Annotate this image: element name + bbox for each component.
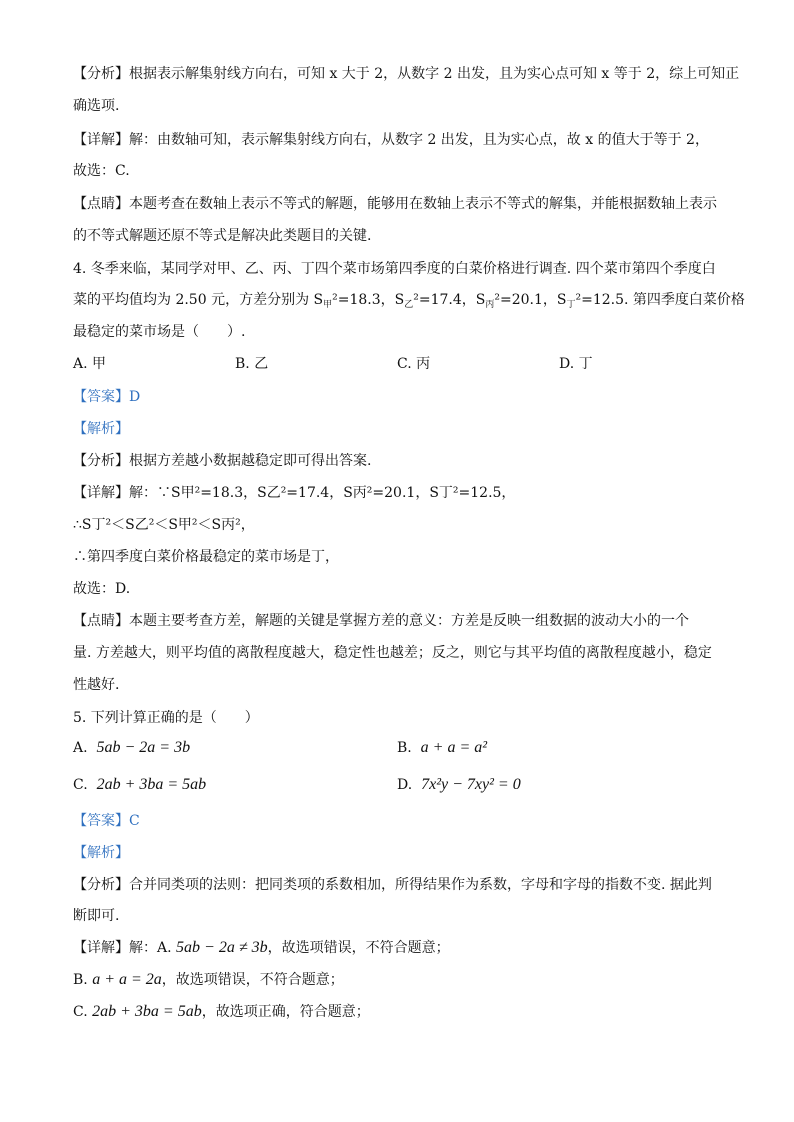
q4-jiexi-label: 【解析】 — [73, 421, 129, 437]
q4-stem-line-3: 最稳定的菜市场是（ ）. — [73, 324, 246, 340]
q5-option-d: D. 7x²y − 7xy² = 0 — [397, 776, 521, 793]
q3-detail-line-1: 【详解】解：由数轴可知，表示解集射线方向右，从数字 2 出发，且为实心点，故 x 的值大于等于 2， — [73, 132, 709, 148]
q3-detail-line-2: 故选：C. — [73, 163, 130, 179]
q4-detail-line-4: 故选：D. — [73, 581, 131, 597]
q4-stem-line-1: 4. 冬季来临，某同学对甲、乙、丙、丁四个菜市场第四季度的白菜价格进行调查. 四个菜市第四个季度白 — [73, 261, 716, 277]
q4-stem-line-2: 菜的平均值均为 2.50 元，方差分别为 $S_甲^2=18.3$，$S_乙^2=17.4$，$S_丙^2=20.1$，$S_丁^2=12.5$. 第四季度白菜价格 — [73, 292, 745, 310]
q5-option-a: A. 5ab − 2a = 3b — [73, 739, 191, 756]
q4-answer: 【答案】D — [73, 389, 141, 405]
q4-option-a: A. 甲 — [73, 356, 107, 372]
q4-option-b: B. 乙 — [235, 356, 269, 372]
q3-analysis-line-2: 确选项. — [73, 98, 120, 114]
q5-analysis-line-1: 【分析】合并同类项的法则：把同类项的系数相加，所得结果作为系数，字母和字母的指数不变. 据此判 — [73, 877, 712, 893]
q5-analysis-line-2: 断即可. — [73, 908, 120, 924]
q3-analysis-line-1: 【分析】根据表示解集射线方向右，可知 x 大于 2，从数字 2 出发，且为实心点可知 x 等于 2，综上可知正 — [73, 66, 740, 82]
q4-comment-line-1: 【点睛】本题主要考查方差，解题的关键是掌握方差的意义：方差是反映一组数据的波动大小的一个 — [73, 613, 689, 629]
q5-option-b: B. a + a = a² — [397, 739, 488, 756]
q4-option-c: C. 丙 — [397, 356, 431, 372]
q4-option-d: D. 丁 — [559, 356, 593, 372]
q4-detail-line-2: ∴S丁²＜S乙²＜S甲²＜S丙²， — [73, 517, 255, 533]
q3-comment-line-1: 【点睛】本题考查在数轴上表示不等式的解题，能够用在数轴上表示不等式的解集，并能根据数轴上表示 — [73, 196, 717, 212]
q5-jiexi-label: 【解析】 — [73, 845, 129, 861]
q4-comment-line-3: 性越好. — [73, 677, 120, 693]
q5-answer: 【答案】C — [73, 813, 140, 829]
q3-comment-line-2: 的不等式解题还原不等式是解决此类题目的关键. — [73, 228, 372, 244]
q5-detail-line-3: C. 2ab + 3ba = 5ab，故选项正确，符合题意； — [73, 1003, 370, 1020]
q4-analysis: 【分析】根据方差越小数据越稳定即可得出答案. — [73, 453, 372, 469]
q5-option-c: C. 2ab + 3ba = 5ab — [73, 776, 207, 793]
q5-stem: 5. 下列计算正确的是（ ） — [73, 710, 259, 726]
q4-detail-line-3: ∴第四季度白菜价格最稳定的菜市场是丁， — [73, 549, 339, 565]
q5-detail-line-1: 【详解】解：A. 5ab − 2a ≠ 3b，故选项错误，不符合题意； — [73, 939, 450, 956]
q4-comment-line-2: 量. 方差越大，则平均值的离散程度越大，稳定性也越差；反之，则它与其平均值的离散程度越小，稳定 — [73, 645, 712, 661]
q4-detail-line-1: 【详解】解：∵S甲²=18.3，S乙²=17.4，S丙²=20.1，S丁²=12.5， — [73, 485, 516, 501]
q5-detail-line-2: B. a + a = 2a，故选项错误，不符合题意； — [73, 971, 344, 988]
